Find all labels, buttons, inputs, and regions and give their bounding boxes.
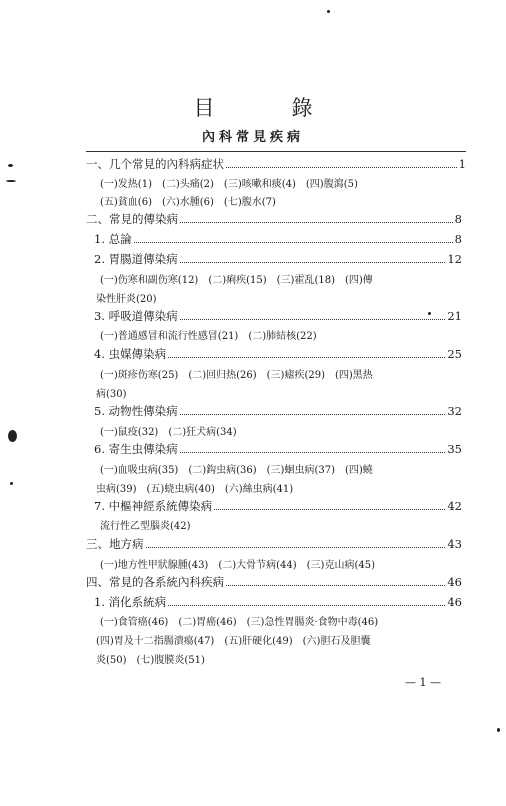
toc-entry-label: 1. 总論: [94, 232, 132, 246]
section-subtitle: 內科常見疾病: [201, 130, 304, 145]
leader-dots: [226, 167, 457, 168]
toc-entry: [94, 231, 462, 247]
toc-entry-page: 21: [447, 309, 462, 323]
toc-subentry: 病(30): [96, 389, 127, 400]
toc-entry: [86, 211, 462, 227]
toc-subentry: (一)普通感冒和流行性感冒(21) (二)肺結核(22): [100, 331, 317, 342]
toc-entry-page: 25: [447, 347, 462, 361]
toc-entry-label: 7. 中樞神經系統傳染病: [94, 499, 213, 513]
toc-entry: [94, 498, 462, 514]
toc-entry-page: 42: [447, 499, 462, 513]
toc-entry: [86, 156, 466, 172]
toc-entry-page: 32: [447, 404, 462, 418]
toc-entry-page: 46: [447, 595, 462, 609]
toc-entry-page: 46: [447, 575, 462, 589]
toc-subentry: (一)地方性甲狀腺腫(43) (二)大骨节病(44) (三)克山病(45): [100, 560, 375, 571]
leader-dots: [180, 319, 446, 320]
scan-speck: [10, 482, 13, 485]
toc-entry-label: 2. 胃腸道傳染病: [94, 252, 178, 266]
toc-entry-label: 3. 呼吸道傳染病: [94, 309, 178, 323]
leader-dots: [180, 222, 453, 223]
title-rule: [86, 151, 466, 152]
toc-subentry: (一)斑疹伤寒(25) (二)回归热(26) (三)瘧疾(29) (四)黑热: [100, 370, 373, 381]
toc-entry-page: 8: [454, 232, 462, 246]
toc-entry-page: 8: [454, 212, 462, 226]
toc-subentry: (一)发热(1) (二)头痛(2) (三)咳嗽和痰(4) (四)腹瀉(5): [100, 179, 358, 190]
toc-entry-label: 4. 虫媒傳染病: [94, 347, 167, 361]
toc-entry: [94, 594, 462, 610]
scan-speck: [8, 164, 13, 167]
toc-entry-page: 1: [458, 157, 466, 171]
leader-dots: [180, 262, 446, 263]
toc-entry-page: 35: [447, 442, 462, 456]
toc-entry-label: 一、几个常見的內科病症状: [86, 157, 224, 171]
toc-entry-label: 四、常見的各系統內科疾病: [86, 575, 224, 589]
toc-entry-page: 43: [447, 537, 462, 551]
scan-speck: [497, 728, 500, 732]
toc-entry-label: 5. 动物性傳染病: [94, 404, 178, 418]
toc-subentry: (一)伤寒和副伤寒(12) (二)痢疾(15) (三)霍乱(18) (四)傳: [100, 275, 373, 286]
scan-speck: [327, 10, 330, 13]
toc-subentry: 虫病(39) (五)蛲虫病(40) (六)絲虫病(41): [96, 484, 294, 495]
toc-entry: [94, 251, 462, 267]
toc-entry-label: 二、常見的傳染病: [86, 212, 178, 226]
leader-dots: [214, 509, 445, 510]
page-number: — 1 —: [405, 676, 441, 689]
toc-entry: [86, 574, 462, 590]
toc-entry: [86, 536, 462, 552]
toc-subentry: 流行性乙型腦炎(42): [100, 521, 191, 532]
leader-dots: [226, 585, 445, 586]
toc-entry: [94, 403, 462, 419]
toc-subentry: (五)貧血(6) (六)水腫(6) (七)腹水(7): [100, 197, 276, 208]
scan-speck: [6, 180, 16, 182]
toc-entry-label: 三、地方病: [86, 537, 144, 551]
toc-subentry: (一)血吸虫病(35) (二)鈎虫病(36) (三)蛔虫病(37) (四)蟯: [100, 465, 373, 476]
toc-entry-label: 1. 消化系統病: [94, 595, 167, 609]
page-title: 目 錄: [193, 96, 341, 120]
toc-subentry: 炎(50) (七)腹膜炎(51): [96, 655, 205, 666]
toc-subentry: (一)食管癌(46) (二)胃癌(46) (三)急性胃腸炎·食物中毒(46): [100, 617, 379, 628]
toc-subentry: (一)鼠疫(32) (二)狂犬病(34): [100, 427, 237, 438]
toc-entry: [94, 346, 462, 362]
leader-dots: [180, 414, 446, 415]
toc-entry: [94, 441, 462, 457]
toc-subentry: (四)胃及十二指腸潰瘍(47) (五)肝硬化(49) (六)胆石及胆囊: [96, 636, 371, 647]
scan-speck: [8, 430, 17, 442]
toc-entry: [94, 308, 462, 324]
leader-dots: [180, 452, 446, 453]
toc-subentry: 染性肝炎(20): [96, 294, 157, 305]
leader-dots: [168, 357, 445, 358]
leader-dots: [134, 242, 453, 243]
toc-entry-page: 12: [447, 252, 462, 266]
leader-dots: [146, 547, 446, 548]
toc-entry-label: 6. 寄生虫傳染病: [94, 442, 178, 456]
leader-dots: [168, 605, 445, 606]
